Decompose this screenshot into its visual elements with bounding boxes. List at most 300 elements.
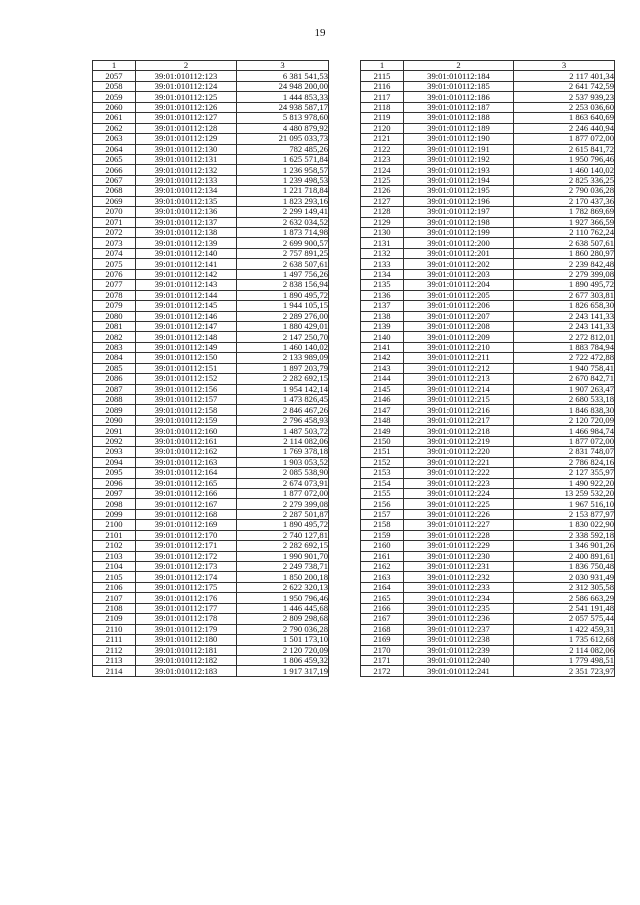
cadastral-number-cell: 39:01:010112:171 bbox=[136, 541, 237, 551]
cadastral-value-cell: 2 170 437,36 bbox=[514, 196, 615, 206]
cadastral-number-cell: 39:01:010112:211 bbox=[404, 353, 514, 363]
table-row bbox=[361, 134, 615, 144]
row-number-cell: 2124 bbox=[361, 165, 404, 175]
cadastral-value-cell: 1 460 140,02 bbox=[237, 342, 329, 352]
cadastral-number-cell: 39:01:010112:196 bbox=[404, 196, 514, 206]
cadastral-number-cell: 39:01:010112:213 bbox=[404, 374, 514, 384]
row-number-cell: 2094 bbox=[93, 457, 136, 467]
cadastral-value-cell: 1 890 495,72 bbox=[237, 290, 329, 300]
cadastral-number-cell: 39:01:010112:193 bbox=[404, 165, 514, 175]
cadastral-value-cell: 2 282 692,15 bbox=[237, 374, 329, 384]
row-number-cell: 2069 bbox=[93, 196, 136, 206]
table-row bbox=[93, 123, 329, 133]
table-row bbox=[361, 405, 615, 415]
cadastral-number-cell: 39:01:010112:236 bbox=[404, 614, 514, 624]
row-number-cell: 2119 bbox=[361, 113, 404, 123]
table-row bbox=[93, 217, 329, 227]
row-number-cell: 2058 bbox=[93, 81, 136, 91]
cadastral-number-cell: 39:01:010112:225 bbox=[404, 499, 514, 509]
row-number-cell: 2096 bbox=[93, 478, 136, 488]
table-row bbox=[93, 144, 329, 154]
row-number-cell: 2109 bbox=[93, 614, 136, 624]
row-number-cell: 2127 bbox=[361, 196, 404, 206]
cadastral-value-cell: 2 722 472,88 bbox=[514, 353, 615, 363]
row-number-cell: 2087 bbox=[93, 384, 136, 394]
cadastral-value-cell: 1 806 459,32 bbox=[237, 655, 329, 665]
cadastral-number-cell: 39:01:010112:223 bbox=[404, 478, 514, 488]
page-number: 19 bbox=[314, 27, 326, 39]
cadastral-value-cell: 1 846 838,30 bbox=[514, 405, 615, 415]
table-row bbox=[93, 562, 329, 572]
cadastral-value-cell: 1 897 203,79 bbox=[237, 363, 329, 373]
table-row bbox=[93, 436, 329, 446]
cadastral-value-cell: 1 473 826,45 bbox=[237, 395, 329, 405]
cadastral-number-cell: 39:01:010112:165 bbox=[136, 478, 237, 488]
table-row bbox=[361, 457, 615, 467]
cadastral-value-cell: 2 831 748,07 bbox=[514, 447, 615, 457]
table-row bbox=[361, 666, 615, 676]
cadastral-number-cell: 39:01:010112:139 bbox=[136, 238, 237, 248]
table-row bbox=[93, 71, 329, 81]
cadastral-value-cell: 2 110 762,24 bbox=[514, 228, 615, 238]
cadastral-number-cell: 39:01:010112:182 bbox=[136, 655, 237, 665]
table-row bbox=[361, 113, 615, 123]
cadastral-value-cell: 2 120 720,09 bbox=[237, 645, 329, 655]
row-number-cell: 2088 bbox=[93, 395, 136, 405]
row-number-cell: 2133 bbox=[361, 259, 404, 269]
cadastral-number-cell: 39:01:010112:137 bbox=[136, 217, 237, 227]
row-number-cell: 2137 bbox=[361, 301, 404, 311]
cadastral-number-cell: 39:01:010112:161 bbox=[136, 436, 237, 446]
row-number-cell: 2134 bbox=[361, 269, 404, 279]
cadastral-value-cell: 2 153 877,97 bbox=[514, 509, 615, 519]
cadastral-value-cell: 2 351 723,97 bbox=[514, 666, 615, 676]
table-row bbox=[361, 624, 615, 634]
table-row bbox=[93, 645, 329, 655]
cadastral-value-cell: 2 809 298,68 bbox=[237, 614, 329, 624]
cadastral-value-cell: 2 638 507,61 bbox=[237, 259, 329, 269]
row-number-cell: 2064 bbox=[93, 144, 136, 154]
table-row bbox=[93, 603, 329, 613]
row-number-cell: 2074 bbox=[93, 248, 136, 258]
cadastral-number-cell: 39:01:010112:186 bbox=[404, 92, 514, 102]
table-row bbox=[93, 426, 329, 436]
table-row bbox=[361, 248, 615, 258]
cadastral-number-cell: 39:01:010112:148 bbox=[136, 332, 237, 342]
row-number-cell: 2076 bbox=[93, 269, 136, 279]
row-number-cell: 2150 bbox=[361, 436, 404, 446]
cadastral-number-cell: 39:01:010112:218 bbox=[404, 426, 514, 436]
cadastral-number-cell: 39:01:010112:224 bbox=[404, 488, 514, 498]
row-number-cell: 2164 bbox=[361, 582, 404, 592]
cadastral-number-cell: 39:01:010112:176 bbox=[136, 593, 237, 603]
row-number-cell: 2158 bbox=[361, 520, 404, 530]
cadastral-value-cell: 2 249 738,71 bbox=[237, 562, 329, 572]
cadastral-number-cell: 39:01:010112:206 bbox=[404, 301, 514, 311]
cadastral-number-cell: 39:01:010112:179 bbox=[136, 624, 237, 634]
cadastral-number-cell: 39:01:010112:177 bbox=[136, 603, 237, 613]
right-table-body bbox=[361, 71, 615, 676]
cadastral-value-cell: 1 917 317,19 bbox=[237, 666, 329, 676]
table-row bbox=[93, 582, 329, 592]
row-number-cell: 2106 bbox=[93, 582, 136, 592]
cadastral-value-cell: 1 446 445,68 bbox=[237, 603, 329, 613]
column-header-3: 3 bbox=[514, 61, 615, 71]
cadastral-number-cell: 39:01:010112:126 bbox=[136, 102, 237, 112]
cadastral-number-cell: 39:01:010112:159 bbox=[136, 415, 237, 425]
cadastral-value-cell: 2 670 842,71 bbox=[514, 374, 615, 384]
row-number-cell: 2122 bbox=[361, 144, 404, 154]
cadastral-number-cell: 39:01:010112:237 bbox=[404, 624, 514, 634]
column-header-1: 1 bbox=[93, 61, 136, 71]
cadastral-value-cell: 1 346 901,26 bbox=[514, 541, 615, 551]
cadastral-number-cell: 39:01:010112:230 bbox=[404, 551, 514, 561]
table-row bbox=[361, 562, 615, 572]
table-row bbox=[93, 447, 329, 457]
cadastral-value-cell: 2 838 156,94 bbox=[237, 280, 329, 290]
cadastral-number-cell: 39:01:010112:142 bbox=[136, 269, 237, 279]
row-number-cell: 2163 bbox=[361, 572, 404, 582]
cadastral-number-cell: 39:01:010112:205 bbox=[404, 290, 514, 300]
row-number-cell: 2082 bbox=[93, 332, 136, 342]
cadastral-number-cell: 39:01:010112:219 bbox=[404, 436, 514, 446]
table-row bbox=[93, 301, 329, 311]
cadastral-number-cell: 39:01:010112:157 bbox=[136, 395, 237, 405]
cadastral-value-cell: 1 877 072,00 bbox=[514, 436, 615, 446]
row-number-cell: 2057 bbox=[93, 71, 136, 81]
table-row bbox=[361, 290, 615, 300]
cadastral-value-cell: 1 863 640,69 bbox=[514, 113, 615, 123]
cadastral-value-cell: 2 622 320,13 bbox=[237, 582, 329, 592]
cadastral-value-cell: 2 272 812,01 bbox=[514, 332, 615, 342]
table-row bbox=[93, 186, 329, 196]
table-row bbox=[361, 384, 615, 394]
row-number-cell: 2065 bbox=[93, 154, 136, 164]
row-number-cell: 2136 bbox=[361, 290, 404, 300]
cadastral-value-cell: 1 826 658,30 bbox=[514, 301, 615, 311]
cadastral-number-cell: 39:01:010112:214 bbox=[404, 384, 514, 394]
table-row bbox=[93, 113, 329, 123]
row-number-cell: 2113 bbox=[93, 655, 136, 665]
cadastral-number-cell: 39:01:010112:145 bbox=[136, 301, 237, 311]
column-header-2: 2 bbox=[136, 61, 237, 71]
table-row bbox=[93, 655, 329, 665]
table-row bbox=[361, 342, 615, 352]
cadastral-value-cell: 1 460 140,02 bbox=[514, 165, 615, 175]
table-row bbox=[361, 280, 615, 290]
table-row bbox=[361, 645, 615, 655]
table-row bbox=[93, 228, 329, 238]
cadastral-value-cell: 782 485,26 bbox=[237, 144, 329, 154]
cadastral-value-cell: 1 221 718,84 bbox=[237, 186, 329, 196]
table-row bbox=[93, 624, 329, 634]
cadastral-value-cell: 2 243 141,33 bbox=[514, 321, 615, 331]
table-row bbox=[361, 71, 615, 81]
row-number-cell: 2097 bbox=[93, 488, 136, 498]
row-number-cell: 2123 bbox=[361, 154, 404, 164]
cadastral-number-cell: 39:01:010112:146 bbox=[136, 311, 237, 321]
cadastral-number-cell: 39:01:010112:222 bbox=[404, 468, 514, 478]
cadastral-value-cell: 1 890 495,72 bbox=[237, 520, 329, 530]
table-row bbox=[361, 541, 615, 551]
cadastral-number-cell: 39:01:010112:183 bbox=[136, 666, 237, 676]
table-row bbox=[93, 81, 329, 91]
cadastral-value-cell: 2 677 303,81 bbox=[514, 290, 615, 300]
table-row bbox=[361, 415, 615, 425]
cadastral-value-cell: 1 501 173,10 bbox=[237, 635, 329, 645]
cadastral-value-cell: 2 057 575,44 bbox=[514, 614, 615, 624]
cadastral-number-cell: 39:01:010112:203 bbox=[404, 269, 514, 279]
cadastral-value-cell: 2 537 939,23 bbox=[514, 92, 615, 102]
row-number-cell: 2079 bbox=[93, 301, 136, 311]
cadastral-value-cell: 2 282 692,15 bbox=[237, 541, 329, 551]
cadastral-value-cell: 2 400 891,61 bbox=[514, 551, 615, 561]
row-number-cell: 2118 bbox=[361, 102, 404, 112]
cadastral-value-cell: 1 967 516,10 bbox=[514, 499, 615, 509]
cadastral-value-cell: 2 740 127,81 bbox=[237, 530, 329, 540]
table-row bbox=[361, 353, 615, 363]
table-row bbox=[361, 332, 615, 342]
cadastral-value-cell: 2 790 036,28 bbox=[514, 186, 615, 196]
cadastral-number-cell: 39:01:010112:208 bbox=[404, 321, 514, 331]
row-number-cell: 2129 bbox=[361, 217, 404, 227]
table-row bbox=[361, 175, 615, 185]
cadastral-number-cell: 39:01:010112:200 bbox=[404, 238, 514, 248]
table-row bbox=[93, 593, 329, 603]
table-row bbox=[93, 635, 329, 645]
cadastral-value-cell: 1 883 784,94 bbox=[514, 342, 615, 352]
table-row bbox=[361, 478, 615, 488]
cadastral-number-cell: 39:01:010112:144 bbox=[136, 290, 237, 300]
cadastral-number-cell: 39:01:010112:173 bbox=[136, 562, 237, 572]
cadastral-value-cell: 2 117 401,34 bbox=[514, 71, 615, 81]
row-number-cell: 2070 bbox=[93, 207, 136, 217]
cadastral-number-cell: 39:01:010112:131 bbox=[136, 154, 237, 164]
cadastral-number-cell: 39:01:010112:123 bbox=[136, 71, 237, 81]
column-header-1: 1 bbox=[361, 61, 404, 71]
table-row bbox=[361, 186, 615, 196]
table-row bbox=[361, 228, 615, 238]
cadastral-value-cell: 5 813 978,60 bbox=[237, 113, 329, 123]
right-table bbox=[360, 60, 615, 677]
table-row bbox=[361, 363, 615, 373]
cadastral-value-cell: 1 890 495,72 bbox=[514, 280, 615, 290]
cadastral-value-cell: 2 030 931,49 bbox=[514, 572, 615, 582]
table-row bbox=[361, 217, 615, 227]
table-row bbox=[361, 259, 615, 269]
cadastral-number-cell: 39:01:010112:239 bbox=[404, 645, 514, 655]
cadastral-value-cell: 2 632 034,52 bbox=[237, 217, 329, 227]
cadastral-value-cell: 1 422 459,31 bbox=[514, 624, 615, 634]
row-number-cell: 2112 bbox=[93, 645, 136, 655]
cadastral-number-cell: 39:01:010112:151 bbox=[136, 363, 237, 373]
cadastral-number-cell: 39:01:010112:221 bbox=[404, 457, 514, 467]
row-number-cell: 2139 bbox=[361, 321, 404, 331]
row-number-cell: 2132 bbox=[361, 248, 404, 258]
table-row bbox=[93, 207, 329, 217]
cadastral-value-cell: 1 236 958,57 bbox=[237, 165, 329, 175]
cadastral-value-cell: 1 779 498,51 bbox=[514, 655, 615, 665]
table-row bbox=[93, 290, 329, 300]
cadastral-number-cell: 39:01:010112:140 bbox=[136, 248, 237, 258]
row-number-cell: 2086 bbox=[93, 374, 136, 384]
cadastral-number-cell: 39:01:010112:134 bbox=[136, 186, 237, 196]
cadastral-value-cell: 1 880 429,01 bbox=[237, 321, 329, 331]
row-number-cell: 2141 bbox=[361, 342, 404, 352]
row-number-cell: 2154 bbox=[361, 478, 404, 488]
cadastral-number-cell: 39:01:010112:201 bbox=[404, 248, 514, 258]
table-row bbox=[93, 154, 329, 164]
row-number-cell: 2135 bbox=[361, 280, 404, 290]
row-number-cell: 2152 bbox=[361, 457, 404, 467]
cadastral-value-cell: 1 823 293,16 bbox=[237, 196, 329, 206]
cadastral-value-cell: 1 877 072,00 bbox=[514, 134, 615, 144]
row-number-cell: 2172 bbox=[361, 666, 404, 676]
cadastral-value-cell: 2 279 399,08 bbox=[237, 499, 329, 509]
table-row bbox=[93, 572, 329, 582]
cadastral-number-cell: 39:01:010112:129 bbox=[136, 134, 237, 144]
cadastral-value-cell: 2 253 036,60 bbox=[514, 102, 615, 112]
table-row bbox=[93, 196, 329, 206]
cadastral-number-cell: 39:01:010112:141 bbox=[136, 259, 237, 269]
cadastral-value-cell: 2 825 336,25 bbox=[514, 175, 615, 185]
cadastral-number-cell: 39:01:010112:138 bbox=[136, 228, 237, 238]
row-number-cell: 2117 bbox=[361, 92, 404, 102]
table-row bbox=[93, 395, 329, 405]
cadastral-number-cell: 39:01:010112:147 bbox=[136, 321, 237, 331]
row-number-cell: 2171 bbox=[361, 655, 404, 665]
row-number-cell: 2114 bbox=[93, 666, 136, 676]
table-row bbox=[361, 551, 615, 561]
cadastral-number-cell: 39:01:010112:174 bbox=[136, 572, 237, 582]
cadastral-value-cell: 2 641 742,59 bbox=[514, 81, 615, 91]
table-row bbox=[361, 582, 615, 592]
row-number-cell: 2107 bbox=[93, 593, 136, 603]
cadastral-number-cell: 39:01:010112:231 bbox=[404, 562, 514, 572]
row-number-cell: 2103 bbox=[93, 551, 136, 561]
table-row bbox=[93, 332, 329, 342]
cadastral-number-cell: 39:01:010112:227 bbox=[404, 520, 514, 530]
cadastral-value-cell: 1 466 984,74 bbox=[514, 426, 615, 436]
cadastral-value-cell: 2 796 458,93 bbox=[237, 415, 329, 425]
cadastral-number-cell: 39:01:010112:209 bbox=[404, 332, 514, 342]
cadastral-value-cell: 2 114 082,06 bbox=[237, 436, 329, 446]
row-number-cell: 2165 bbox=[361, 593, 404, 603]
row-number-cell: 2100 bbox=[93, 520, 136, 530]
row-number-cell: 2168 bbox=[361, 624, 404, 634]
table-row bbox=[93, 666, 329, 676]
row-number-cell: 2145 bbox=[361, 384, 404, 394]
table-row bbox=[93, 468, 329, 478]
table-row bbox=[93, 342, 329, 352]
row-number-cell: 2062 bbox=[93, 123, 136, 133]
row-number-cell: 2166 bbox=[361, 603, 404, 613]
table-row bbox=[361, 144, 615, 154]
cadastral-value-cell: 1 444 853,33 bbox=[237, 92, 329, 102]
table-row bbox=[93, 530, 329, 540]
cadastral-value-cell: 1 836 750,48 bbox=[514, 562, 615, 572]
row-number-cell: 2149 bbox=[361, 426, 404, 436]
row-number-cell: 2144 bbox=[361, 374, 404, 384]
cadastral-value-cell: 1 873 714,98 bbox=[237, 228, 329, 238]
cadastral-value-cell: 24 948 200,00 bbox=[237, 81, 329, 91]
row-number-cell: 2151 bbox=[361, 447, 404, 457]
row-number-cell: 2167 bbox=[361, 614, 404, 624]
table-row bbox=[93, 488, 329, 498]
column-header-2: 2 bbox=[404, 61, 514, 71]
cadastral-number-cell: 39:01:010112:158 bbox=[136, 405, 237, 415]
cadastral-value-cell: 2 127 355,97 bbox=[514, 468, 615, 478]
row-number-cell: 2101 bbox=[93, 530, 136, 540]
cadastral-number-cell: 39:01:010112:136 bbox=[136, 207, 237, 217]
cadastral-number-cell: 39:01:010112:160 bbox=[136, 426, 237, 436]
cadastral-number-cell: 39:01:010112:190 bbox=[404, 134, 514, 144]
table-row bbox=[93, 551, 329, 561]
cadastral-value-cell: 2 846 467,26 bbox=[237, 405, 329, 415]
table-row bbox=[361, 102, 615, 112]
cadastral-value-cell: 2 085 538,90 bbox=[237, 468, 329, 478]
row-number-cell: 2073 bbox=[93, 238, 136, 248]
row-number-cell: 2111 bbox=[93, 635, 136, 645]
row-number-cell: 2072 bbox=[93, 228, 136, 238]
cadastral-value-cell: 2 279 399,08 bbox=[514, 269, 615, 279]
row-number-cell: 2059 bbox=[93, 92, 136, 102]
row-number-cell: 2098 bbox=[93, 499, 136, 509]
cadastral-value-cell: 1 990 901,70 bbox=[237, 551, 329, 561]
cadastral-number-cell: 39:01:010112:132 bbox=[136, 165, 237, 175]
row-number-cell: 2102 bbox=[93, 541, 136, 551]
cadastral-value-cell: 13 259 532,20 bbox=[514, 488, 615, 498]
row-number-cell: 2126 bbox=[361, 186, 404, 196]
table-row bbox=[361, 92, 615, 102]
row-number-cell: 2077 bbox=[93, 280, 136, 290]
table-row bbox=[361, 488, 615, 498]
cadastral-value-cell: 1 782 869,69 bbox=[514, 207, 615, 217]
cadastral-number-cell: 39:01:010112:234 bbox=[404, 593, 514, 603]
table-row bbox=[93, 614, 329, 624]
cadastral-value-cell: 1 830 022,90 bbox=[514, 520, 615, 530]
cadastral-number-cell: 39:01:010112:207 bbox=[404, 311, 514, 321]
cadastral-number-cell: 39:01:010112:228 bbox=[404, 530, 514, 540]
row-number-cell: 2153 bbox=[361, 468, 404, 478]
cadastral-value-cell: 1 769 378,18 bbox=[237, 447, 329, 457]
cadastral-value-cell: 2 120 720,09 bbox=[514, 415, 615, 425]
row-number-cell: 2063 bbox=[93, 134, 136, 144]
cadastral-number-cell: 39:01:010112:194 bbox=[404, 175, 514, 185]
cadastral-number-cell: 39:01:010112:181 bbox=[136, 645, 237, 655]
row-number-cell: 2060 bbox=[93, 102, 136, 112]
cadastral-value-cell: 1 927 366,59 bbox=[514, 217, 615, 227]
cadastral-value-cell: 1 625 571,84 bbox=[237, 154, 329, 164]
cadastral-number-cell: 39:01:010112:180 bbox=[136, 635, 237, 645]
table-row bbox=[361, 572, 615, 582]
table-row bbox=[93, 175, 329, 185]
table-row bbox=[361, 593, 615, 603]
cadastral-value-cell: 2 757 891,25 bbox=[237, 248, 329, 258]
cadastral-number-cell: 39:01:010112:212 bbox=[404, 363, 514, 373]
cadastral-number-cell: 39:01:010112:156 bbox=[136, 384, 237, 394]
table-row bbox=[93, 269, 329, 279]
cadastral-value-cell: 1 860 280,97 bbox=[514, 248, 615, 258]
cadastral-number-cell: 39:01:010112:175 bbox=[136, 582, 237, 592]
row-number-cell: 2157 bbox=[361, 509, 404, 519]
table-row bbox=[93, 238, 329, 248]
cadastral-value-cell: 1 239 498,53 bbox=[237, 175, 329, 185]
row-number-cell: 2143 bbox=[361, 363, 404, 373]
cadastral-number-cell: 39:01:010112:188 bbox=[404, 113, 514, 123]
cadastral-value-cell: 1 950 796,46 bbox=[514, 154, 615, 164]
table-row bbox=[93, 259, 329, 269]
